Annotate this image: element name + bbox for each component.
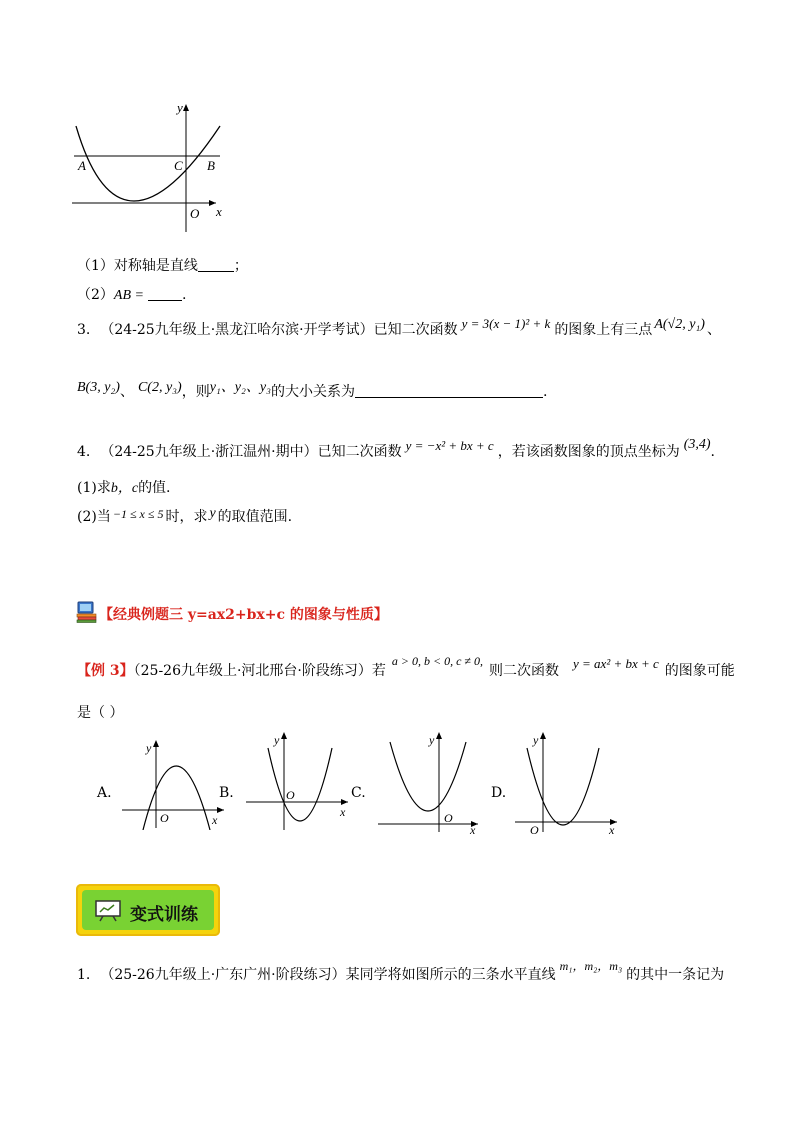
opt-a-o: O — [160, 811, 169, 825]
fig1-y-label: y — [177, 100, 183, 115]
q3-end: . — [542, 384, 548, 400]
option-c-graph[interactable] — [376, 730, 482, 834]
opt-a-y: y — [146, 741, 152, 755]
q3-point-c: C(2, y₃) — [137, 380, 182, 395]
practice-banner-label: 变式训练 — [130, 905, 198, 925]
q1-lines: m₁，m₂，m₃ — [559, 959, 623, 973]
q3-vars: y₁、y₂、y₃ — [209, 380, 271, 395]
q4-number: 4. — [77, 444, 91, 460]
q3-function: y = 3(x − 1)² + k — [461, 316, 551, 331]
answer-blank-3[interactable] — [355, 383, 543, 398]
subq1-text: （1）对称轴是直线 — [77, 258, 198, 274]
opt-b-x: x — [340, 805, 346, 819]
option-d-graph[interactable] — [513, 730, 623, 834]
q4-sub2-mid: 时，求 — [165, 509, 208, 525]
q4-sub2-suffix: 的取值范围. — [217, 509, 293, 525]
q3-sep2: 、 — [119, 384, 134, 400]
example-label: 【例 3】 — [77, 663, 134, 679]
q4-mid: ，若该函数图象的顶点坐标为 — [497, 444, 680, 460]
section-icon-wrap — [76, 601, 98, 627]
origin-label: O — [190, 206, 200, 221]
question-3-line2 — [77, 381, 547, 401]
q4-source: （24-25九年级上·浙江温州·期中）已知二次函数 — [100, 444, 402, 460]
section-title: 【经典例题三 y=ax2+bx+c 的图象与性质】 — [99, 607, 388, 623]
option-b-graph[interactable] — [244, 728, 354, 832]
example-end: 的图象可能 — [664, 663, 735, 679]
opt-c-x: x — [470, 823, 476, 834]
practice-banner — [76, 884, 220, 936]
option-b-label: B. — [219, 785, 234, 801]
q3-then: ，则 — [181, 384, 210, 400]
subq2-suffix: . — [181, 287, 187, 303]
answer-blank-1[interactable] — [198, 257, 234, 272]
subquestion-2 — [77, 284, 186, 304]
point-c-label: C — [174, 158, 183, 173]
point-b-label: B — [207, 158, 215, 173]
example-3 — [77, 654, 735, 680]
q4-sub2 — [77, 506, 292, 526]
q4-sub1-prefix: (1)求 — [77, 480, 111, 496]
fig1-x-label: x — [216, 204, 222, 219]
example-condition: a > 0, b < 0, c ≠ 0, — [391, 654, 483, 668]
practice-question-1 — [77, 959, 725, 984]
point-a-label: A — [78, 158, 86, 173]
ab-math: AB = — [113, 288, 144, 303]
subq2-text: （2） — [77, 287, 114, 303]
q3-number: 3. — [77, 322, 91, 338]
opt-d-o: O — [530, 823, 539, 834]
practice-banner-inner — [82, 890, 214, 930]
answer-blank-2[interactable] — [148, 286, 182, 301]
subq1-suffix: ； — [233, 258, 248, 274]
whiteboard-icon — [94, 900, 122, 922]
q4-sub2-var: y — [209, 506, 216, 521]
example-line2: 是（ ） — [77, 705, 124, 721]
option-d-label: D. — [491, 785, 507, 801]
opt-a-x: x — [212, 813, 218, 827]
question-4 — [77, 437, 715, 461]
q4-sub2-range: −1 ≤ x ≤ 5 — [112, 507, 164, 521]
q4-sub2-prefix: (2)当 — [77, 509, 111, 525]
option-a-label: A. — [97, 785, 112, 801]
example-source: （25-26九年级上·河北邢台·阶段练习）若 — [133, 663, 386, 679]
opt-b-o: O — [286, 788, 295, 802]
subquestion-1 — [77, 255, 248, 275]
q1-number: 1. — [77, 967, 91, 983]
question-3 — [77, 316, 721, 339]
q4-sub1-suffix: 的值. — [138, 480, 171, 496]
q4-end: . — [710, 444, 715, 460]
q4-vertex: (3,4) — [683, 437, 711, 452]
opt-d-x: x — [609, 823, 615, 834]
parabola-figure — [68, 100, 238, 240]
q3-point-a: A(√2, y₁) — [654, 317, 705, 332]
opt-b-y: y — [274, 733, 280, 747]
q4-function: y = −x² + bx + c — [405, 438, 494, 453]
q4-sub1-vars: b，c — [110, 481, 139, 496]
example-mid: 则二次函数 — [489, 663, 559, 679]
q3-mid: 的图象上有三点 — [554, 322, 653, 338]
opt-c-o: O — [444, 811, 453, 825]
option-a-graph[interactable] — [120, 738, 226, 830]
q1-end: 的其中一条记为 — [626, 967, 725, 983]
book-stack-icon — [76, 601, 98, 623]
q3-point-b: B(3, y₂) — [77, 380, 120, 395]
q4-sub1 — [77, 477, 171, 497]
option-c-label: C. — [351, 785, 366, 801]
example-function: y = ax² + bx + c — [573, 656, 659, 671]
q3-ask: 的大小关系为 — [270, 384, 355, 400]
opt-c-y: y — [429, 733, 435, 747]
q1-source: （25-26九年级上·广东广州·阶段练习）某同学将如图所示的三条水平直线 — [100, 967, 556, 983]
opt-d-y: y — [533, 733, 539, 747]
q3-source: （24-25九年级上·黑龙江哈尔滨·开学考试）已知二次函数 — [100, 322, 458, 338]
q3-sep: 、 — [706, 322, 721, 338]
